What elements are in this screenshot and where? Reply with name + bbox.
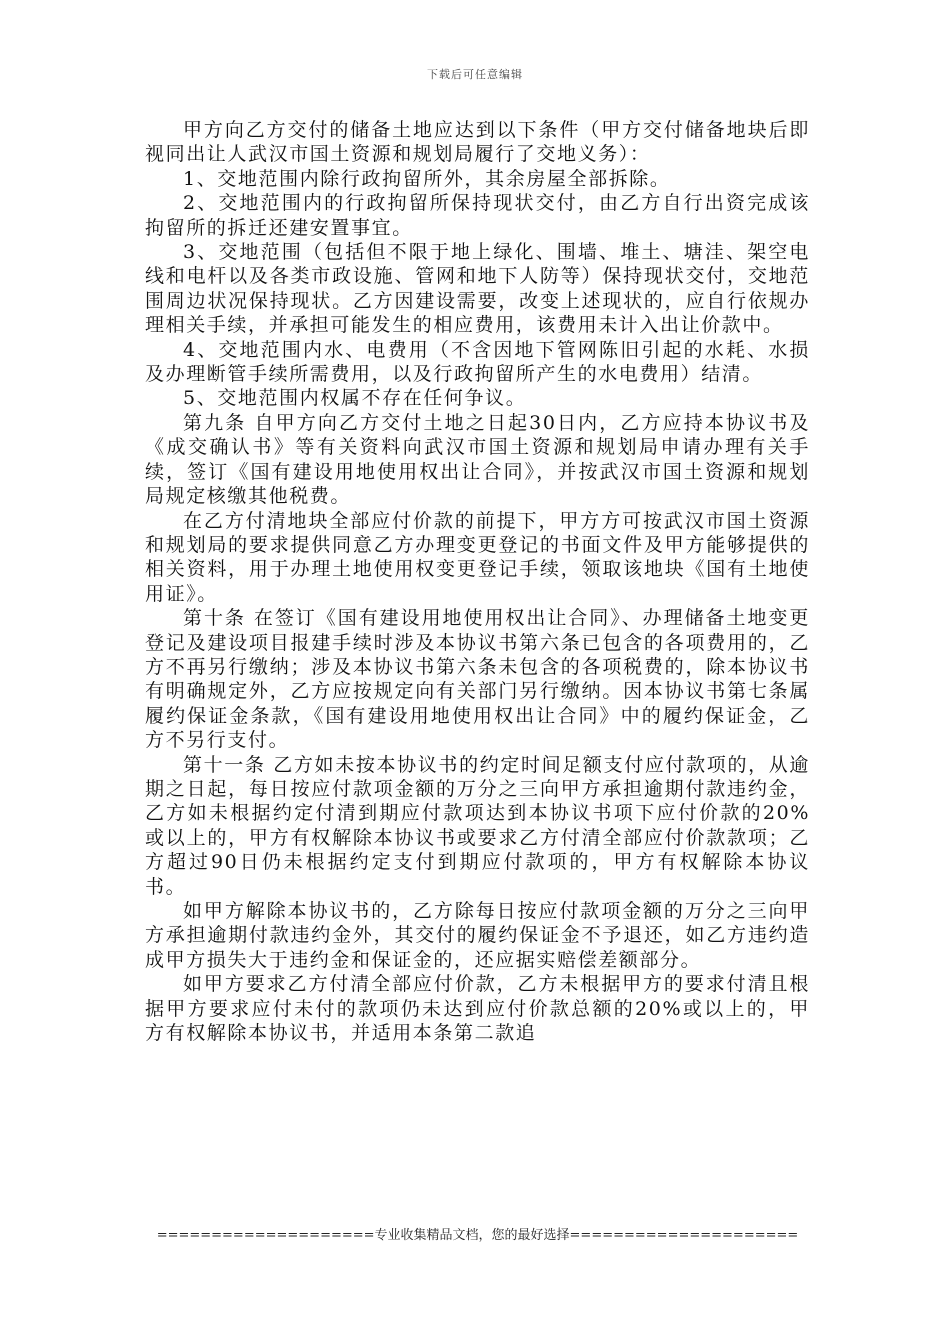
paragraph-article-11: 第十一条 乙方如未按本协议书的约定时间足额支付应付款项的，从逾期之日起，每日按应付款项金额的万分之三向甲方承担逾期付款违约金，乙方如未根据约定付清到期应付款项达到本协议书项下应付价款的20%或以上的，甲方有权解除本协议书或要求乙方付清全部应付价款款项；乙方超过90日仍未根据约定支付到期应付款项的，甲方有权解除本协议书。: [145, 753, 810, 898]
document-body: [145, 118, 810, 1045]
paragraph-item-1: 1、交地范围内除行政拘留所外，其余房屋全部拆除。: [183, 167, 671, 190]
paragraph-article-11-cont-2: 如甲方要求乙方付清全部应付价款，乙方未根据甲方的要求付清且根据甲方要求应付未付的款项仍未达到应付价款总额的20%或以上的，甲方有权解除本协议书，并适用本条第二款追: [145, 973, 810, 1045]
paragraph-item-5: 5、交地范围内权属不存在任何争议。: [183, 387, 527, 410]
paragraph-article-9: 第九条 自甲方向乙方交付土地之日起30日内，乙方应持本协议书及《成交确认书》等有关资料向武汉市国土资源和规划局申请办理有关手续，签订《国有建设用地使用权出让合同》，并按武汉市国土资源和规划局规定核缴其他税费。: [145, 411, 810, 508]
paragraph-article-11-cont: 如甲方解除本协议书的，乙方除每日按应付款项金额的万分之三向甲方承担逾期付款违约金外，其交付的履约保证金不予退还，如乙方违约造成甲方损失大于违约金和保证金的，还应据实赔偿差额部分。: [145, 900, 810, 971]
paragraph-article-10: 第十条 在签订《国有建设用地使用权出让合同》、办理储备土地变更登记及建设项目报建手续时涉及本协议书第六条已包含的各项费用的，乙方不再另行缴纳；涉及本协议书第六条未包含的各项税费的，除本协议书有明确规定外，乙方应按规定向有关部门另行缴纳。因本协议书第七条属履约保证金条款，《国有建设用地使用权出让合同》中的履约保证金，乙方不另行支付。: [145, 607, 810, 752]
paragraph-item-3: 3、交地范围（包括但不限于地上绿化、围墙、堆土、塘洼、架空电线和电杆以及各类市政设施、管网和地下人防等）保持现状交付，交地范围周边状况保持现状。乙方因建设需要，改变上述现状的，应自行依规办理相关手续，并承担可能发生的相应费用，该费用未计入出让价款中。: [145, 241, 810, 337]
paragraph-item-2: 2、交地范围内的行政拘留所保持现状交付，由乙方自行出资完成该拘留所的拆迁还建安置事宜。: [145, 192, 810, 239]
page-header-note: 下载后可任意编辑: [427, 68, 523, 81]
paragraph-item-4: 4、交地范围内水、电费用（不含因地下管网陈旧引起的水耗、水损及办理断管手续所需费用，以及行政拘留所产生的水电费用）结清。: [145, 338, 810, 386]
paragraph-article-9-cont: 在乙方付清地块全部应付价款的前提下，甲方方可按武汉市国土资源和规划局的要求提供同意乙方办理变更登记的书面文件及甲方能够提供的相关资料，用于办理土地使用权变更登记手续，领取该地块《国有土地使用证》。: [145, 509, 810, 605]
page-footer: ====================专业收集精品文档，您的最好选择=====================: [156, 1228, 799, 1243]
paragraph-delivery-conditions: 甲方向乙方交付的储备土地应达到以下条件（甲方交付储备地块后即视同出让人武汉市国土资源和规划局履行了交地义务）：: [145, 119, 810, 166]
